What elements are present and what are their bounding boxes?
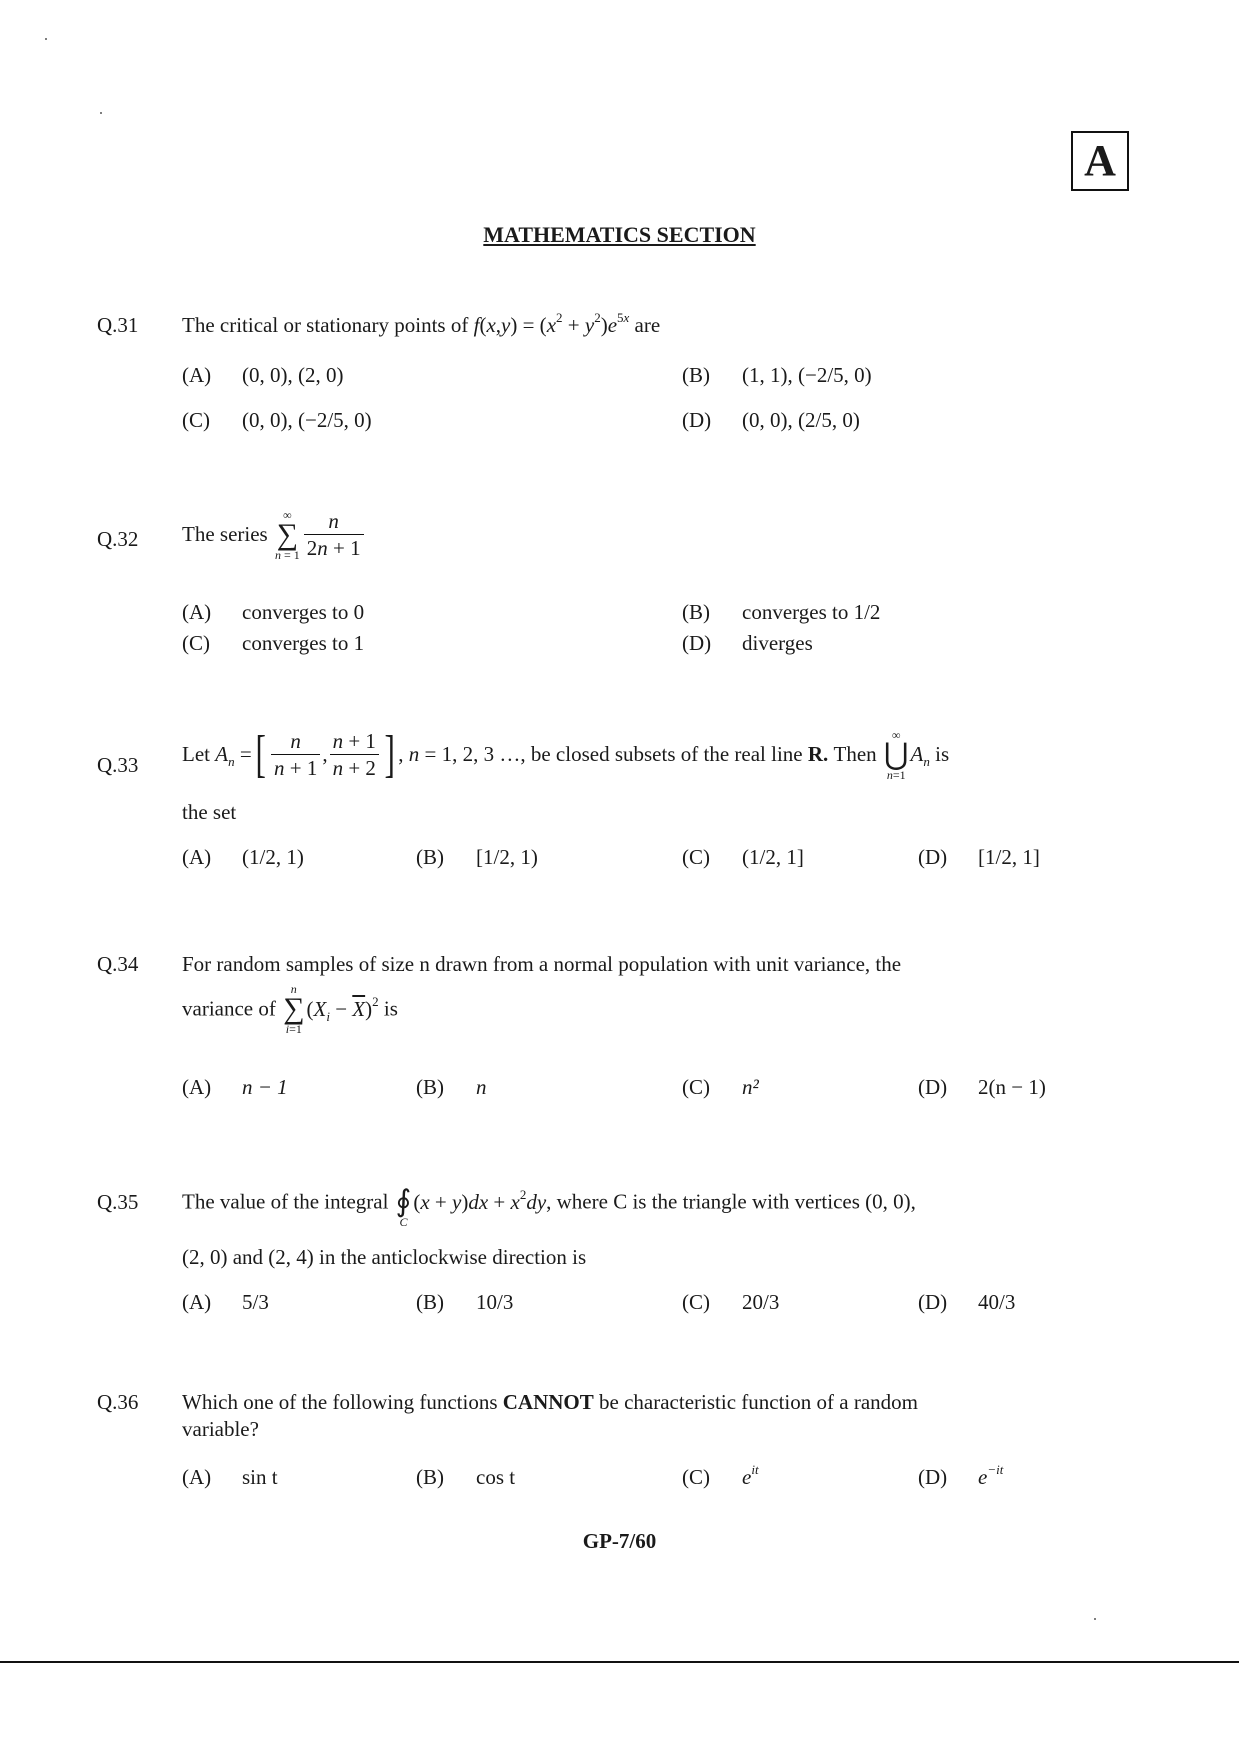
stem-formula: $f(x,y) = (x^2 + y^2)e^{5x}$ [473, 310, 630, 337]
option-text: $e^{it}$ [742, 1462, 759, 1489]
stem-tail: is [935, 742, 950, 766]
option-text: 20/3 [742, 1290, 780, 1314]
integrand: $(x + y)dx + x^2dy$ [413, 1186, 547, 1214]
option-b[interactable] [682, 600, 880, 625]
page-footer: GP-7/60 [582, 1529, 657, 1553]
scan-speck [1094, 1618, 1096, 1620]
option-label: (B) [416, 1290, 444, 1314]
scan-speck [45, 38, 47, 40]
fraction: $\frac{n + 1}{n + 2}$ [330, 728, 379, 781]
option-a[interactable] [182, 363, 343, 388]
option-text: (0, 0), (2, 0) [242, 363, 344, 387]
option-text: (1, 1), (−2/5, 0) [742, 363, 872, 387]
question-number: Q.35 [97, 1190, 139, 1214]
option-b[interactable] [416, 845, 538, 870]
option-text: n − 1 [242, 1075, 288, 1099]
option-text: $e^{-it}$ [978, 1462, 1004, 1489]
right-bracket: ] [384, 725, 395, 783]
option-b[interactable] [416, 1075, 487, 1100]
stem-text: The critical or stationary points of [182, 313, 469, 337]
stem-mid: be closed subsets of the real line [530, 742, 803, 766]
set-definition: $A_n$ = [215, 742, 252, 769]
stem-tail: is [383, 996, 398, 1021]
question-stem: Let $A_n$ =[ $\frac{n}{n + 1}$ , $\frac{n + 1}{n + 2}$ ] , n = 1, 2, 3 …, be closed subsets of the real line R. Then ∞ ⋃ n=1 $A_n$ is [182, 725, 950, 783]
option-label: (D) [918, 1075, 948, 1099]
option-label: (A) [182, 1290, 212, 1314]
option-text: converges to 0 [242, 600, 365, 624]
option-a[interactable] [182, 600, 364, 625]
option-label: (C) [682, 845, 710, 869]
section-title: MATHEMATICS SECTION [483, 222, 756, 247]
stem-pre: Which one of the following functions [182, 1390, 498, 1414]
summation: n ∑ i=1 [283, 982, 305, 1036]
option-c[interactable] [182, 408, 372, 433]
option-text: 10/3 [476, 1290, 514, 1314]
question-stem [182, 508, 366, 561]
scan-speck [100, 112, 102, 114]
stem-text: The series [182, 522, 268, 546]
option-text: sin t [242, 1465, 278, 1489]
stem-line-2: (2, 0) and (2, 4) in the anticlockwise direction is [182, 1245, 587, 1269]
bottom-rule [0, 1661, 1239, 1663]
stem-mid: , where C is the triangle with vertices (0, 0), [546, 1189, 916, 1214]
question-stem [182, 1176, 916, 1228]
option-label: (D) [918, 1465, 948, 1489]
union-operator: ∞ ⋃ n=1 [883, 727, 909, 782]
option-text: [1/2, 1) [476, 845, 538, 869]
option-text: diverges [742, 631, 813, 655]
stem-tail: are [634, 313, 661, 337]
option-text: (1/2, 1] [742, 845, 804, 869]
stem-bold: R. [807, 742, 829, 766]
option-label: (B) [682, 600, 710, 624]
option-d[interactable] [682, 631, 813, 656]
contour-integral: ∮ C [395, 1185, 412, 1229]
option-d[interactable] [918, 845, 1040, 870]
option-d[interactable] [918, 1290, 1015, 1315]
option-b[interactable] [682, 363, 872, 388]
option-label: (A) [182, 1465, 212, 1489]
option-text: (1/2, 1) [242, 845, 304, 869]
option-text: 5/3 [242, 1290, 269, 1314]
option-label: (A) [182, 1075, 212, 1099]
option-d[interactable] [918, 1462, 1004, 1490]
option-text: (0, 0), (2/5, 0) [742, 408, 860, 432]
left-bracket: [ [255, 725, 266, 783]
question-stem [182, 1390, 918, 1415]
option-a[interactable] [182, 1290, 269, 1315]
option-text: [1/2, 1] [978, 845, 1040, 869]
option-label: (C) [682, 1075, 710, 1099]
option-c[interactable] [682, 1075, 759, 1100]
stem-then: Then [833, 742, 877, 766]
option-label: (D) [682, 408, 712, 432]
option-text: n² [742, 1075, 759, 1099]
option-c[interactable] [682, 1290, 779, 1315]
option-label: (C) [182, 631, 210, 655]
fraction: $\frac{n}{n + 1}$ [271, 728, 320, 781]
option-label: (C) [682, 1290, 710, 1314]
option-text: cos t [476, 1465, 516, 1489]
summation: ∞ ∑ n = 1 [274, 507, 300, 562]
sum-term: $(X_i - \overline{X})^2$ [306, 993, 379, 1024]
option-label: (A) [182, 363, 212, 387]
stem-line-2: the set [182, 800, 237, 824]
option-d[interactable] [682, 408, 860, 433]
option-a[interactable] [182, 845, 304, 870]
option-label: (D) [682, 631, 712, 655]
option-text: (0, 0), (−2/5, 0) [242, 408, 372, 432]
option-label: (A) [182, 845, 212, 869]
question-number: Q.36 [97, 1390, 139, 1414]
stem-post: be characteristic function of a random [599, 1390, 918, 1414]
question-stem [182, 983, 398, 1035]
option-label: (D) [918, 845, 948, 869]
stem-line-1: For random samples of size n drawn from a normal population with unit variance, the [182, 952, 902, 976]
question-number: Q.32 [97, 527, 139, 551]
option-label: (C) [682, 1465, 710, 1489]
paper-code-box: A [1071, 131, 1129, 191]
option-text: 40/3 [978, 1290, 1016, 1314]
option-d[interactable] [918, 1075, 1046, 1100]
option-c[interactable] [682, 1462, 759, 1490]
option-c[interactable] [682, 845, 804, 870]
question-number: Q.33 [97, 753, 139, 777]
option-label: (B) [682, 363, 710, 387]
stem-line-2: variable? [182, 1417, 259, 1441]
option-c[interactable] [182, 631, 364, 656]
question-number: Q.31 [97, 313, 139, 337]
stem-text: Let [182, 742, 210, 766]
option-text: converges to 1/2 [742, 600, 881, 624]
option-a[interactable] [182, 1465, 278, 1490]
option-label: (D) [918, 1290, 948, 1314]
option-label: (B) [416, 1075, 444, 1099]
series-term: $\frac{n}{2n + 1}$ [304, 508, 364, 561]
stem-text: variance of [182, 996, 276, 1021]
option-label: (C) [182, 408, 210, 432]
question-stem [182, 310, 661, 338]
stem-bold: CANNOT [502, 1390, 594, 1414]
option-label: (B) [416, 1465, 444, 1489]
option-text: 2(n − 1) [978, 1075, 1046, 1099]
option-label: (B) [416, 845, 444, 869]
question-number: Q.34 [97, 952, 139, 976]
option-text: converges to 1 [242, 631, 365, 655]
option-label: (A) [182, 600, 212, 624]
option-b[interactable] [416, 1290, 513, 1315]
stem-text: The value of the integral [182, 1189, 389, 1214]
option-b[interactable] [416, 1465, 515, 1490]
option-text: n [476, 1075, 487, 1099]
option-a[interactable] [182, 1075, 288, 1100]
